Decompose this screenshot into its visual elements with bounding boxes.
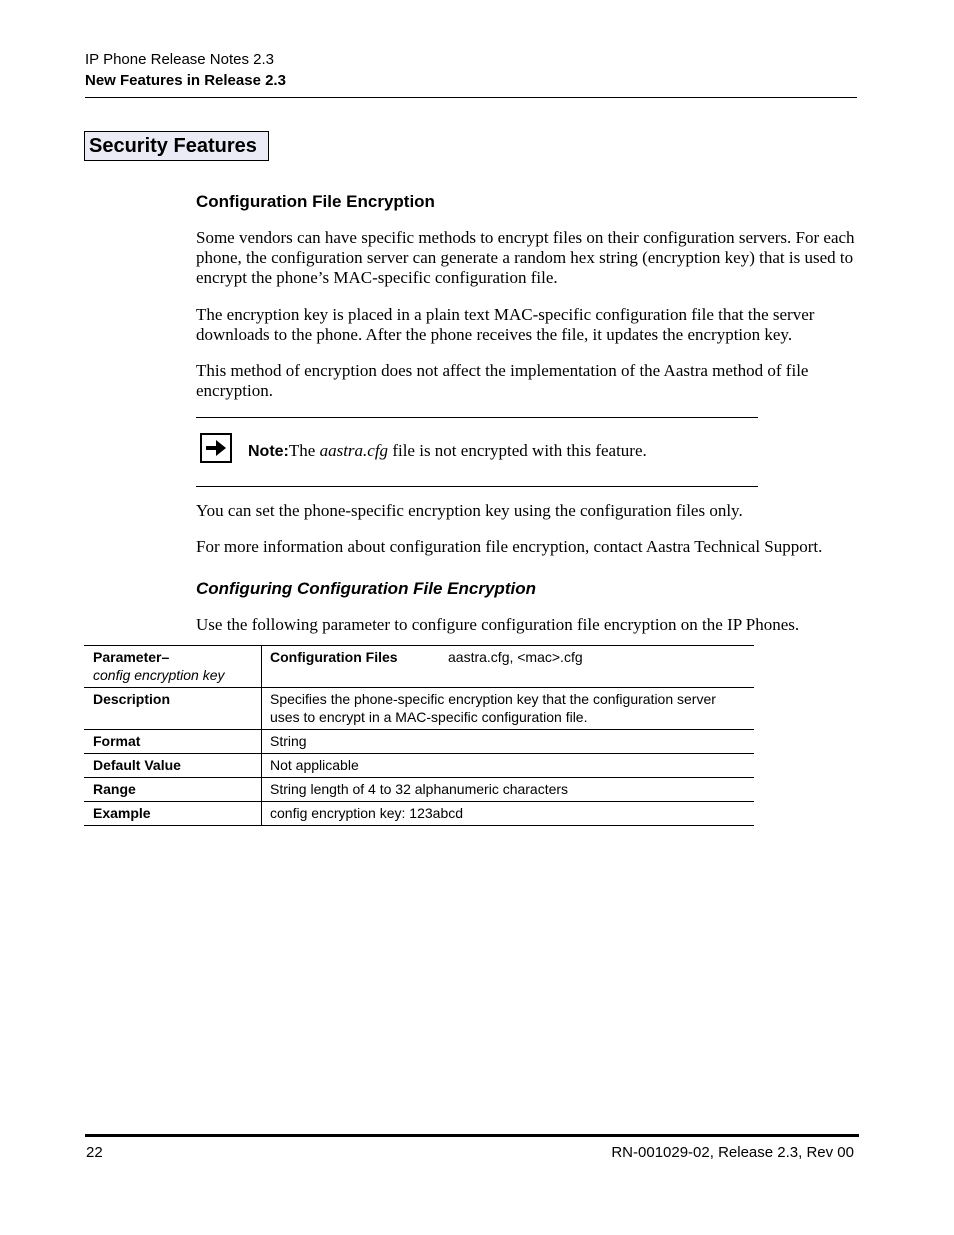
running-header-chapter: New Features in Release 2.3 — [85, 72, 286, 89]
table-row — [84, 688, 754, 730]
row-label: Range — [84, 778, 262, 802]
parameter-table — [84, 645, 754, 826]
row-value: config encryption key: 123abcd — [262, 802, 755, 826]
table-row — [84, 730, 754, 754]
row-label: Default Value — [84, 754, 262, 778]
row-value: Not applicable — [262, 754, 755, 778]
header-rule — [85, 97, 857, 98]
paragraph-vendor-encryption: Some vendors can have specific methods to encrypt files on their configuration servers. For each phone, the configuration server can generate a random hex string (encryption key) that is used to encrypt the phone’s MAC-specific configuration file. — [196, 228, 855, 287]
note-rule-top — [196, 417, 758, 418]
procedure-title: Configuring Configuration File Encryption — [196, 579, 536, 598]
parameter-cell — [84, 646, 262, 688]
table-row — [84, 778, 754, 802]
document-id: RN-001029-02, Release 2.3, Rev 00 — [611, 1144, 854, 1161]
config-files-value: aastra.cfg, <mac>.cfg — [448, 649, 583, 665]
subsection-title: Configuration File Encryption — [196, 192, 435, 211]
section-title: Security Features — [84, 131, 269, 161]
row-label: Example — [84, 802, 262, 826]
note-text-after: file is not encrypted with this feature. — [388, 441, 647, 460]
row-label: Format — [84, 730, 262, 754]
running-header-title: IP Phone Release Notes 2.3 — [85, 51, 275, 68]
table-row — [84, 802, 754, 826]
paragraph-aastra-method: This method of encryption does not affect the implementation of the Aastra method of file encryption. — [196, 361, 809, 400]
note-label: Note: — [248, 443, 289, 460]
row-value: String — [262, 730, 755, 754]
paragraph-procedure-intro: Use the following parameter to configure configuration file encryption on the IP Phones. — [196, 615, 800, 634]
page-number: 22 — [86, 1144, 103, 1161]
row-value: String length of 4 to 32 alphanumeric characters — [262, 778, 755, 802]
note — [248, 441, 647, 461]
note-text-before: The — [288, 441, 320, 460]
config-files-cell — [262, 646, 755, 688]
paragraph-support: For more information about configuration file encryption, contact Aastra Technical Support. — [196, 537, 823, 556]
paragraph-encryption-key: The encryption key is placed in a plain text MAC-specific configuration file that the server downloads to the phone. After the phone receives the file, it updates the encryption key. — [196, 305, 815, 344]
arrow-right-icon — [200, 433, 232, 463]
parameter-name: config encryption key — [93, 667, 225, 683]
note-filename: aastra.cfg — [319, 441, 389, 460]
table-row — [84, 754, 754, 778]
row-value: Specifies the phone-specific encryption key that the configuration server uses to encrypt in a MAC-specific configuration file. — [262, 688, 755, 730]
paragraph-config-files-only: You can set the phone-specific encryption key using the configuration files only. — [196, 501, 743, 520]
row-label: Description — [84, 688, 262, 730]
note-rule-bottom — [196, 486, 758, 487]
footer-rule — [85, 1134, 859, 1137]
config-files-label: Configuration Files — [270, 649, 398, 665]
table-row — [84, 646, 754, 688]
parameter-label: Parameter– — [93, 649, 170, 665]
